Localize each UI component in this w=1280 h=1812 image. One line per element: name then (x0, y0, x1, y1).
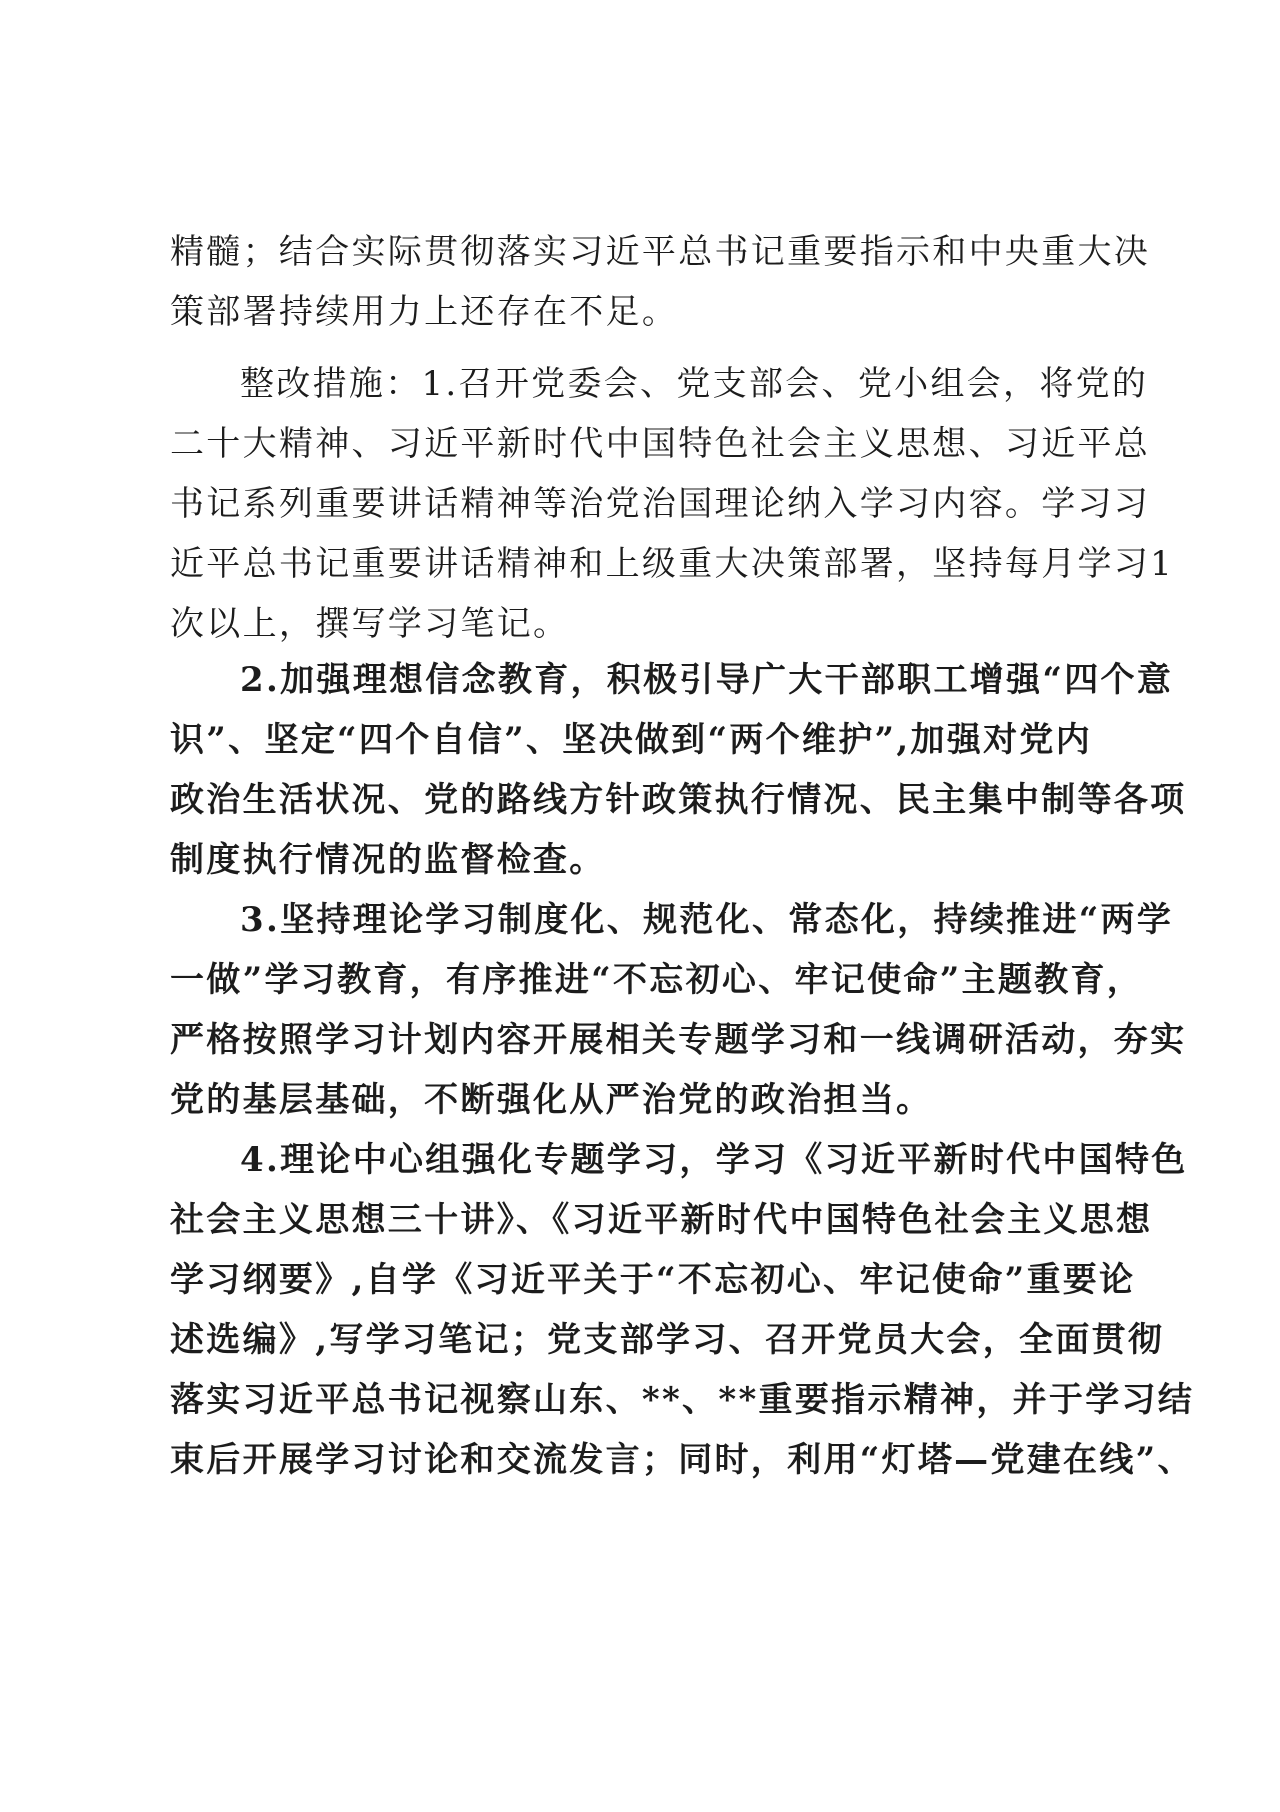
text-line: 一做”学习教育，有序推进“不忘初心、牢记使命”主题教育， (170, 960, 1144, 1000)
text-line: 3.坚持理论学习制度化、规范化、常态化，持续推进“两学 (240, 900, 1174, 940)
text-line: 精髓；结合实际贯彻落实习近平总书记重要指示和中央重大决 (170, 232, 1151, 272)
text-line: 识”、坚定“四个自信”、坚决做到“两个维护”,加强对党内 (170, 720, 1093, 760)
text-line: 严格按照学习计划内容开展相关专题学习和一线调研活动，夯实 (170, 1020, 1187, 1060)
text-line: 次以上，撰写学习笔记。 (170, 604, 570, 644)
text-line: 政治生活状况、党的路线方针政策执行情况、民主集中制等各项 (170, 780, 1187, 820)
text-line: 整改措施：1.召开党委会、党支部会、党小组会，将党的 (240, 364, 1149, 404)
text-line: 党的基层基础，不断强化从严治党的政治担当。 (170, 1080, 933, 1120)
paragraph-measure-2 (170, 650, 1187, 890)
paragraph-measure-3 (170, 890, 1187, 1130)
text-line: 2.加强理想信念教育，积极引导广大干部职工增强“四个意 (240, 660, 1174, 700)
text-line: 落实习近平总书记视察山东、**、**重要指示精神，并于学习结 (170, 1380, 1195, 1420)
paragraph-measure-4 (170, 1130, 1195, 1490)
text-line: 4.理论中心组强化专题学习，学习《习近平新时代中国特色 (240, 1140, 1188, 1180)
text-line: 制度执行情况的监督检查。 (170, 840, 606, 880)
text-line: 述选编》,写学习笔记；党支部学习、召开党员大会，全面贯彻 (170, 1320, 1165, 1360)
text-line: 策部署持续用力上还存在不足。 (170, 292, 679, 332)
text-line: 束后开展学习讨论和交流发言；同时，利用“灯塔—党建在线”、 (170, 1440, 1194, 1480)
text-line: 学习纲要》,自学《习近平关于“不忘初心、牢记使命”重要论 (170, 1260, 1136, 1300)
paragraph-1 (170, 222, 1151, 342)
text-line: 二十大精神、习近平新时代中国特色社会主义思想、习近平总 (170, 424, 1151, 464)
text-line: 社会主义思想三十讲》、《习近平新时代中国特色社会主义思想 (170, 1200, 1153, 1240)
text-line: 书记系列重要讲话精神等治党治国理论纳入学习内容。学习习 (170, 484, 1151, 524)
text-line: 近平总书记重要讲话精神和上级重大决策部署，坚持每月学习1 (170, 544, 1175, 584)
paragraph-rectification-measures (170, 354, 1175, 654)
